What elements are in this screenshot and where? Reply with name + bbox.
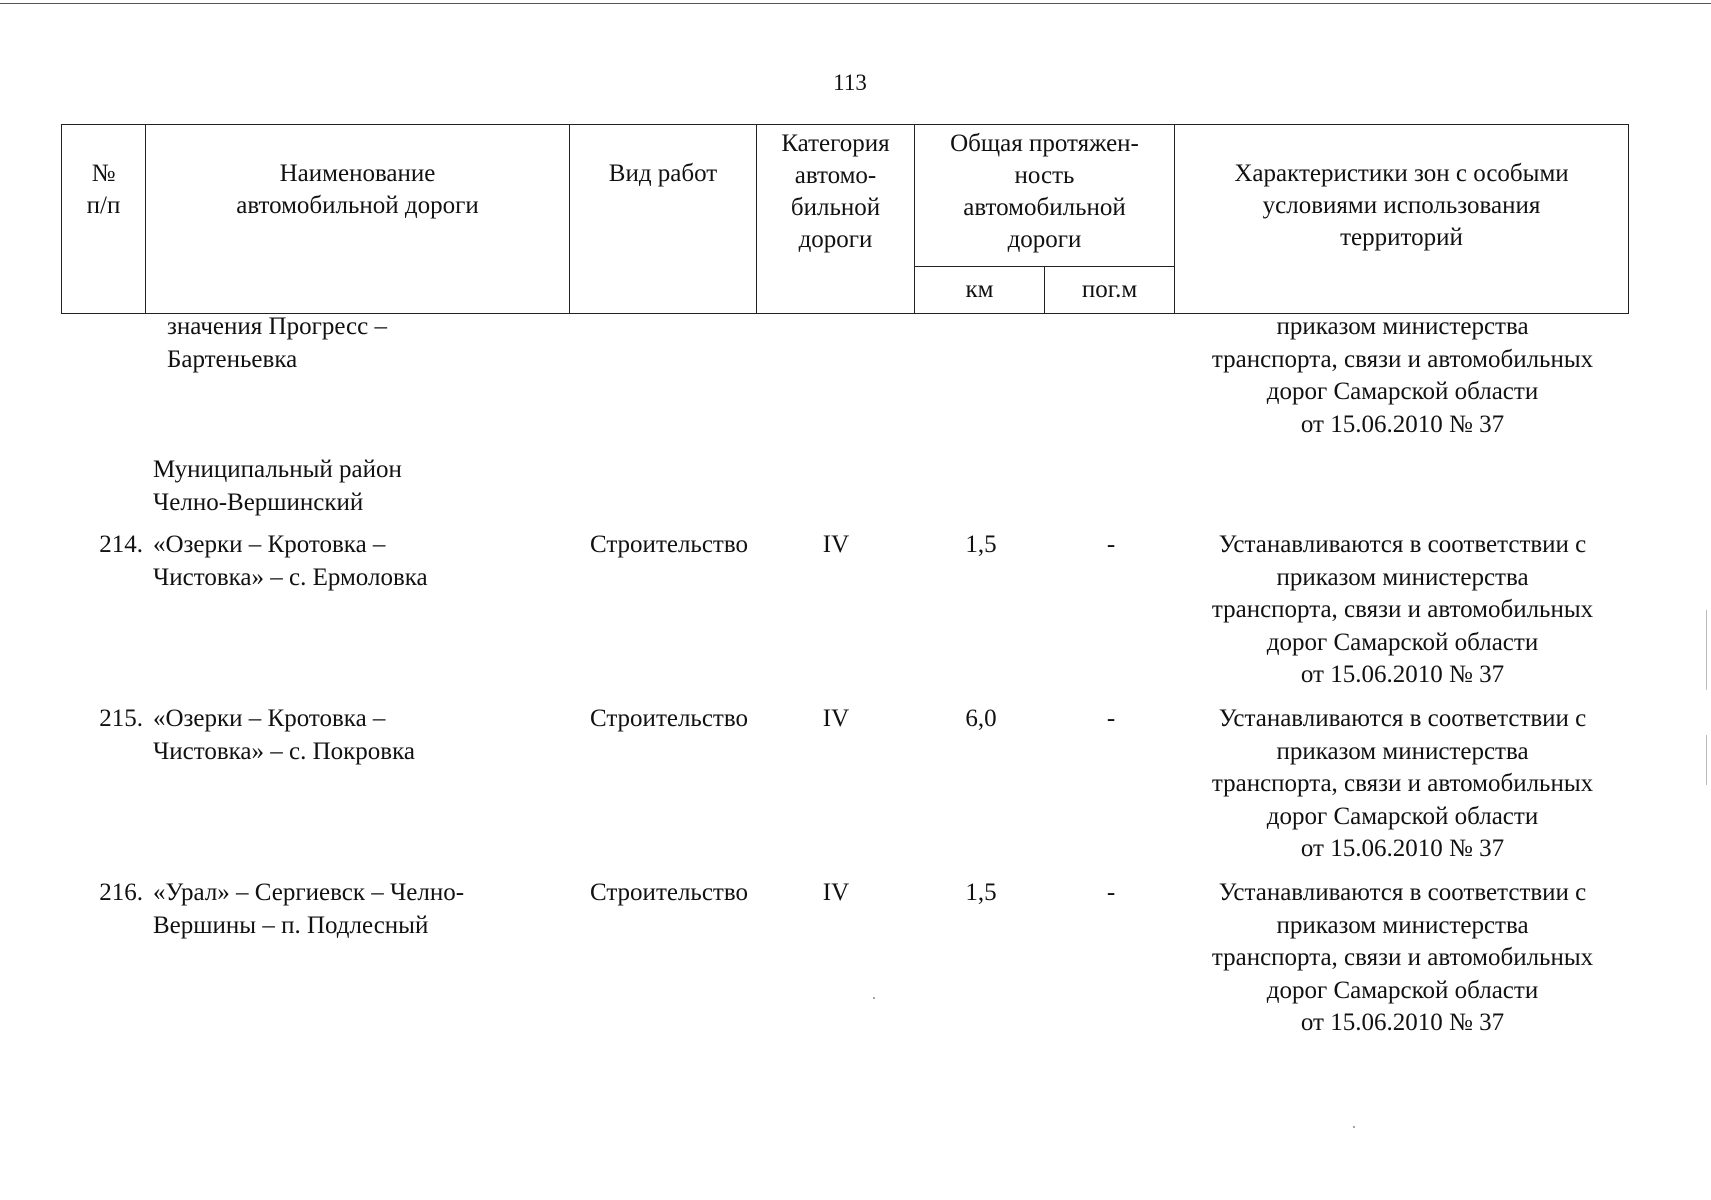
row-zone-text: Устанавливаются в соответствии с приказом министерства транспорта, связи и автомобильных дорог Самарской области от 15.06.2010 № 37 (1211, 531, 1594, 688)
section-title: Муниципальный район Челно-Вершинский (153, 456, 402, 516)
row-zone-text: Устанавливаются в соответствии с приказом министерства транспорта, связи и автомобильных дорог Самарской области от 15.06.2010 № 37 (1211, 705, 1594, 862)
header-category: Категория автомо- бильной дороги (757, 125, 915, 314)
scan-speck (873, 997, 875, 999)
row-km: 6,0 (965, 705, 997, 732)
row-number: 215. (99, 705, 143, 732)
row-work-type: Строительство (589, 531, 748, 558)
row-pogm: - (1106, 705, 1116, 732)
header-num: № п/п (62, 125, 146, 314)
row-category: IV (822, 705, 850, 732)
scan-edge-mark (1706, 610, 1707, 690)
row-road-name: «Урал» – Сергиевск – Челно- Вершины – п. Подлесный (153, 879, 465, 939)
row-work-type: Строительство (589, 705, 748, 732)
continuation-road-name: значения Прогресс – Бартеньевка (167, 313, 387, 373)
row-number: 216. (99, 879, 143, 906)
row-km: 1,5 (965, 531, 997, 558)
scan-top-border (0, 3, 1711, 4)
page-number: 113 (833, 70, 867, 95)
scan-speck (1353, 1126, 1355, 1128)
row-work-type: Строительство (589, 879, 748, 906)
header-total-length: Общая протяжен- ность автомобильной дороги (915, 125, 1175, 267)
header-road-name: Наименование автомобильной дороги (146, 125, 570, 314)
header-km: км (915, 267, 1045, 314)
scan-edge-mark (1706, 735, 1707, 785)
row-category: IV (822, 879, 850, 906)
row-road-name: «Озерки – Кротовка – Чистовка» – с. Покровка (153, 705, 415, 765)
header-zone-characteristics: Характеристики зон с особыми условиями использования территорий (1175, 125, 1629, 314)
row-km: 1,5 (965, 879, 997, 906)
header-pogm: пог.м (1045, 267, 1175, 314)
header-work-type: Вид работ (570, 125, 757, 314)
row-road-name: «Озерки – Кротовка – Чистовка» – с. Ермоловка (153, 531, 428, 591)
continuation-zone-text: приказом министерства транспорта, связи и автомобильных дорог Самарской области от 15.06.2010 № 37 (1211, 313, 1594, 438)
row-pogm: - (1106, 879, 1116, 906)
row-category: IV (822, 531, 850, 558)
table-header (61, 124, 1629, 314)
row-zone-text: Устанавливаются в соответствии с приказом министерства транспорта, связи и автомобильных дорог Самарской области от 15.06.2010 № 37 (1211, 879, 1594, 1036)
row-pogm: - (1106, 531, 1116, 558)
row-number: 214. (99, 531, 143, 558)
